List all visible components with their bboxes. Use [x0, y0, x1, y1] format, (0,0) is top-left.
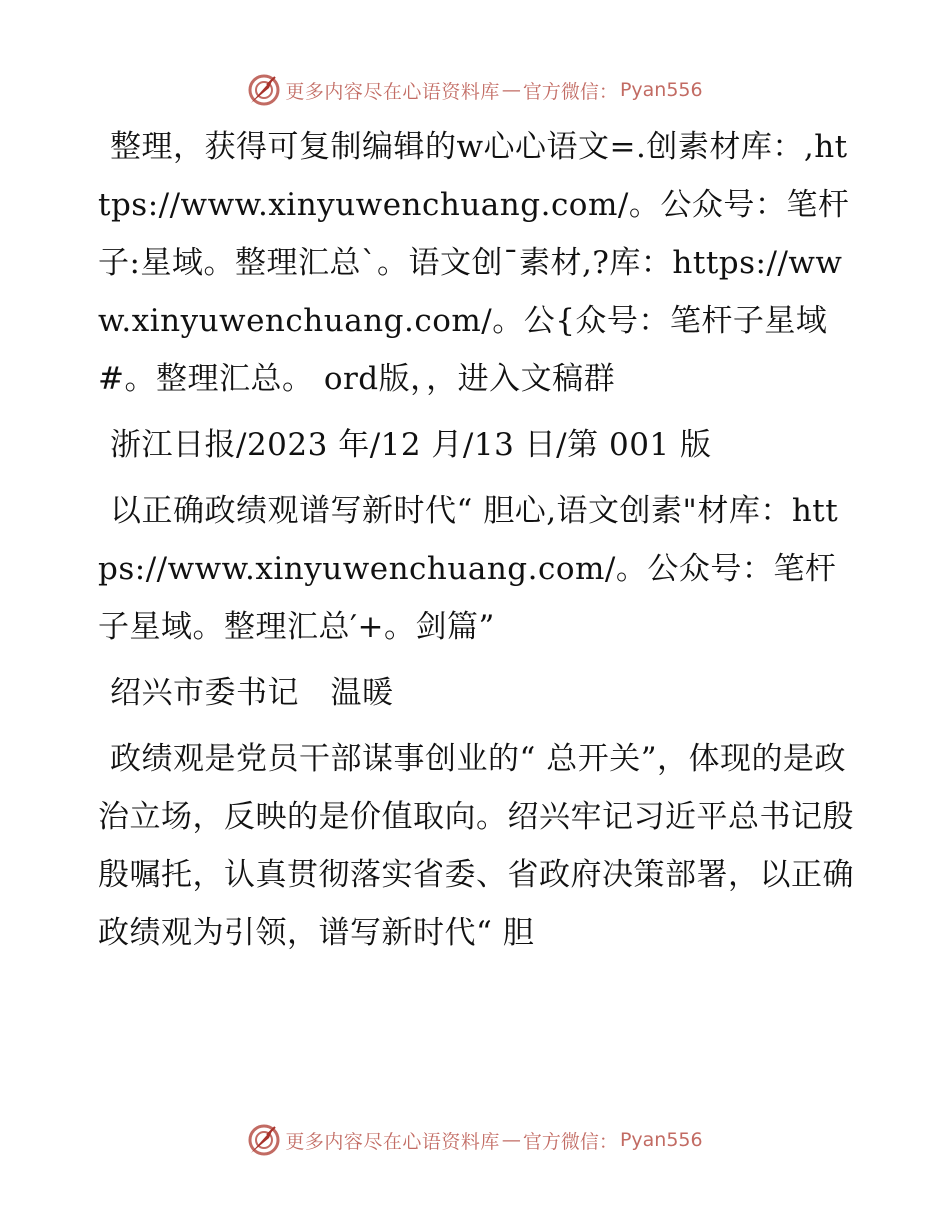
header-banner: [0, 70, 950, 110]
body-paragraph: 政绩观是党员干部谋事创业的“ 总开关”，体现的是政治立场，反映的是价值取向。绍兴牢记习近平总书记殷殷嘱托，认真贯彻落实省委、省政府决策部署，以正确政绩观为引领，谱写新时代“ 胆: [98, 741, 854, 951]
header-wechat-id: Pyan556: [619, 79, 703, 101]
footer-wechat-id: Pyan556: [619, 1129, 703, 1151]
header-banner-dash: —: [501, 79, 521, 101]
source-line: 浙江日报/2023 年/12 月/13 日/第 001 版: [110, 427, 712, 463]
footer-banner-dash: —: [501, 1129, 521, 1151]
author-line: 绍兴市委书记 温暖: [110, 675, 394, 711]
document-body: [98, 118, 858, 970]
footer-banner: [0, 1120, 950, 1160]
header-banner-text: 更多内容尽在心语资料库: [285, 80, 500, 103]
header-wechat-label: 官方微信：: [522, 80, 618, 103]
brush-logo-icon: [247, 73, 281, 107]
brush-logo-icon: [247, 1123, 281, 1157]
footer-banner-text: 更多内容尽在心语资料库: [285, 1130, 500, 1153]
article-title: 以正确政绩观谱写新时代“ 胆心,语文创素"材库：https://www.xinyuwenchuang.com/。公众号：笔杆子星域。整理汇总′+。剑篇”: [98, 493, 839, 645]
footer-wechat-label: 官方微信：: [522, 1130, 618, 1153]
intro-paragraph: 整理，获得可复制编辑的w心心语文=.创素材库：,https://www.xinyuwenchuang.com/。公众号：笔杆子:星域。整理汇总`。语文创¯素材,?库：https://www.xinyuwenchuang.com/。公{众号：笔杆子星域#。整理汇总。 ord版，，进入文稿群: [98, 129, 850, 397]
